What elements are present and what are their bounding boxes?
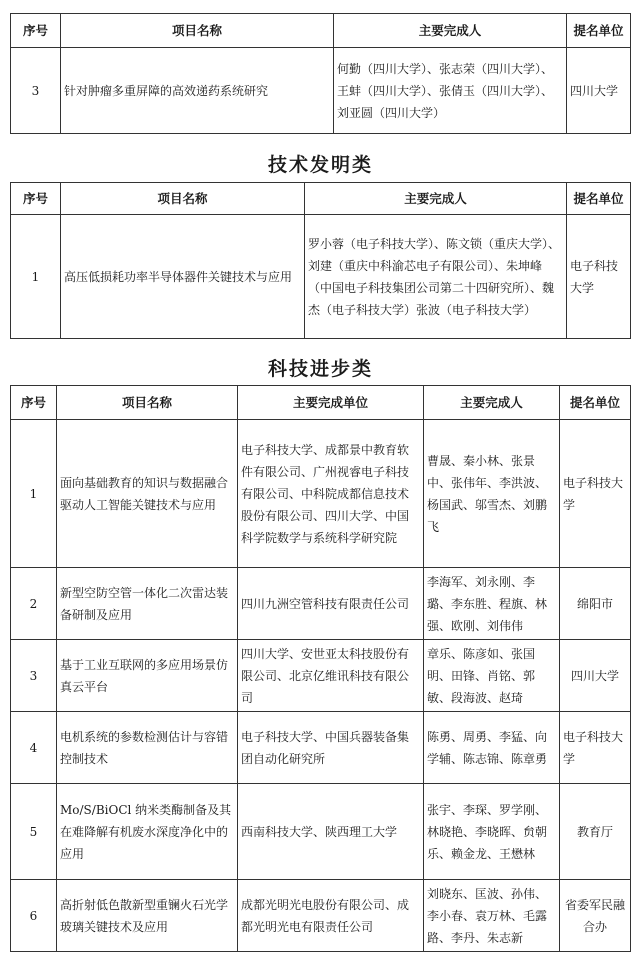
- cell-no: 2: [11, 568, 57, 640]
- cell-nominator: 省委军民融合办: [560, 880, 631, 952]
- cell-persons: 何勤（四川大学）、张志荣（四川大学）、王蚌（四川大学）、张倩玉（四川大学）、刘亚圆（四川大学）: [334, 48, 567, 134]
- cell-project-name: 基于工业互联网的多应用场景仿真云平台: [57, 640, 238, 712]
- table-row: [11, 215, 631, 339]
- cell-nominator: 四川大学: [560, 640, 631, 712]
- cell-units: 四川大学、安世亚太科技股份有限公司、北京亿维讯科技有限公司: [238, 640, 424, 712]
- table-row: [11, 568, 631, 640]
- header-no: 序号: [11, 183, 61, 215]
- header-project-name: 项目名称: [61, 183, 305, 215]
- cell-persons: 陈勇、周勇、李猛、向学辅、陈志锦、陈章勇: [424, 712, 560, 784]
- cell-no: 3: [11, 640, 57, 712]
- header-main-units: 主要完成单位: [238, 386, 424, 420]
- table-invention: [10, 182, 631, 339]
- section-title-invention: 技术发明类: [267, 154, 373, 176]
- cell-units: 电子科技大学、成都景中教育软件有限公司、广州视睿电子科技有限公司、中科院成都信息技术股份有限公司、四川大学、中国科学院数学与系统科学研究院: [238, 420, 424, 568]
- cell-no: 3: [11, 48, 61, 134]
- table-header-row: [11, 14, 631, 48]
- header-nominator: 提名单位: [560, 386, 631, 420]
- cell-no: 4: [11, 712, 57, 784]
- cell-project-name: 高压低损耗功率半导体器件关键技术与应用: [61, 215, 305, 339]
- cell-units: 电子科技大学、中国兵器装备集团自动化研究所: [238, 712, 424, 784]
- header-no: 序号: [11, 386, 57, 420]
- header-nominator: 提名单位: [567, 14, 631, 48]
- cell-persons: 曹晟、秦小林、张景中、张伟年、李洪波、杨国武、邬雪杰、刘鹏飞: [424, 420, 560, 568]
- header-main-persons: 主要完成人: [424, 386, 560, 420]
- cell-persons: 罗小蓉（电子科技大学）、陈文锁（重庆大学）、刘建（重庆中科渝芯电子有限公司）、朱坤峰（中国电子科技集团公司第二十四研究所）、魏杰（电子科技大学）张波（电子科技大学）: [305, 215, 567, 339]
- cell-nominator: 绵阳市: [560, 568, 631, 640]
- cell-units: 成都光明光电股份有限公司、成都光明光电有限责任公司: [238, 880, 424, 952]
- cell-project-name: 电机系统的参数检测估计与容错控制技术: [57, 712, 238, 784]
- cell-project-name: 面向基础教育的知识与数据融合驱动人工智能关键技术与应用: [57, 420, 238, 568]
- cell-nominator: 电子科技大学: [567, 215, 631, 339]
- cell-project-name: 针对肿瘤多重屏障的高效递药系统研究: [61, 48, 334, 134]
- cell-no: 6: [11, 880, 57, 952]
- table-progress: [10, 385, 631, 952]
- cell-project-name: 高折射低色散新型重镧火石光学玻璃关键技术及应用: [57, 880, 238, 952]
- table-row: [11, 784, 631, 880]
- cell-persons: 刘晓东、匡波、孙伟、李小春、袁万林、毛露路、李丹、朱志新: [424, 880, 560, 952]
- cell-no: 1: [11, 420, 57, 568]
- header-no: 序号: [11, 14, 61, 48]
- header-nominator: 提名单位: [567, 183, 631, 215]
- cell-units: 四川九洲空管科技有限责任公司: [238, 568, 424, 640]
- header-project-name: 项目名称: [57, 386, 238, 420]
- cell-no: 1: [11, 215, 61, 339]
- table-row: [11, 420, 631, 568]
- cell-nominator: 四川大学: [567, 48, 631, 134]
- cell-no: 5: [11, 784, 57, 880]
- header-main-persons: 主要完成人: [305, 183, 567, 215]
- cell-project-name: Mo/S/BiOCl 纳米类酶制备及其在难降解有机废水深度净化中的应用: [57, 784, 238, 880]
- header-project-name: 项目名称: [61, 14, 334, 48]
- table-row: [11, 640, 631, 712]
- cell-nominator: 电子科技大学: [560, 712, 631, 784]
- table-row: [11, 712, 631, 784]
- cell-project-name: 新型空防空管一体化二次雷达装备研制及应用: [57, 568, 238, 640]
- cell-persons: 李海军、刘永刚、李璐、李东胜、程旗、林强、欧刚、刘伟伟: [424, 568, 560, 640]
- table-header-row: [11, 386, 631, 420]
- cell-persons: 张宇、李琛、罗学刚、林晓艳、李晓晖、贠朝乐、赖金龙、王懋林: [424, 784, 560, 880]
- cell-nominator: 电子科技大学: [560, 420, 631, 568]
- header-main-persons: 主要完成人: [334, 14, 567, 48]
- cell-units: 西南科技大学、陕西理工大学: [238, 784, 424, 880]
- cell-nominator: 教育厅: [560, 784, 631, 880]
- table-header-row: [11, 183, 631, 215]
- table-basic-research: [10, 13, 631, 134]
- table-row: [11, 880, 631, 952]
- section-title-progress: 科技进步类: [267, 358, 373, 380]
- table-row: [11, 48, 631, 134]
- cell-persons: 章乐、陈彦如、张国明、田锋、肖铭、郭敏、段海波、赵琦: [424, 640, 560, 712]
